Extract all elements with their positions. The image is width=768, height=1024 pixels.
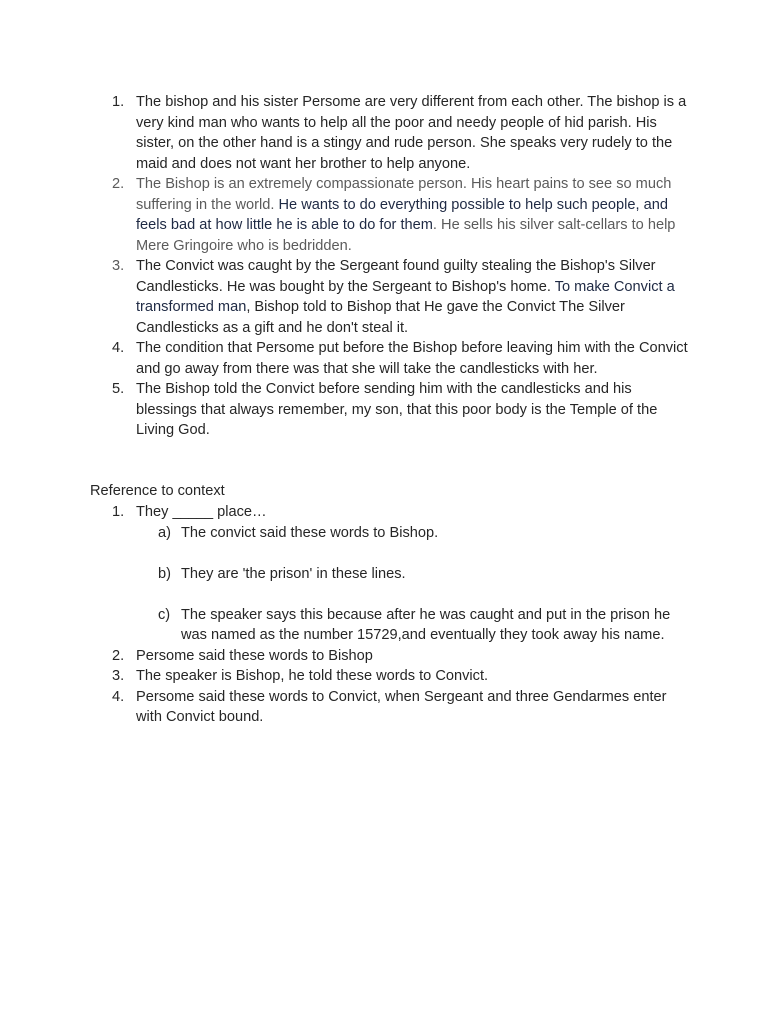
answer-item-4 xyxy=(90,338,690,379)
list-letter: a) xyxy=(158,524,171,541)
sub-item-b xyxy=(90,564,690,585)
answer-item-1 xyxy=(90,92,690,174)
answer-text: The Bishop told the Convict before sending him with the candlesticks and his blessings that always remember, my son, that this poor body is the Temple of the Living God. xyxy=(136,381,658,438)
blank-line xyxy=(90,584,690,605)
list-number: 5. xyxy=(112,381,125,397)
answer-text-highlight: To make Convict a transformed man xyxy=(136,278,675,315)
list-number: 3. xyxy=(112,668,125,684)
sub-item-text: They are 'the prison' in these lines. xyxy=(181,565,406,582)
section-heading: Reference to context xyxy=(90,483,225,499)
list-letter: c) xyxy=(158,606,171,623)
sub-item-a xyxy=(90,523,690,544)
list-number: 3. xyxy=(112,258,125,274)
answer-text: The Bishop is an extremely compassionate person. His heart pains to see so much suffering in the world. xyxy=(136,176,672,213)
list-number: 1. xyxy=(112,504,125,520)
answers-list xyxy=(90,92,690,441)
sub-item-text: The convict said these words to Bishop. xyxy=(181,524,439,541)
answer-text: The condition that Persome put before the Bishop before leaving him with the Convict and go away from there was that she will take the candlesticks with her. xyxy=(136,340,688,377)
answer-text: , Bishop told to Bishop that He gave the Convict The Silver Candlesticks as a gift and he don't steal it. xyxy=(136,299,625,336)
reference-text: The speaker is Bishop, he told these words to Convict. xyxy=(136,668,489,684)
reference-item-4 xyxy=(90,687,690,728)
answer-text-highlight: He wants to do everything possible to help such people, and feels bad at how little he is able to do for them xyxy=(136,196,668,233)
list-number: 1. xyxy=(112,94,125,110)
sub-item-c xyxy=(90,605,690,646)
list-number: 4. xyxy=(112,688,125,705)
answer-item-2 xyxy=(90,174,690,256)
list-letter: b) xyxy=(158,565,171,582)
list-number: 2. xyxy=(112,176,125,192)
answer-text: The bishop and his sister Persome are very different from each other. The bishop is a very kind man who wants to help all the poor and needy people of hid parish. His sister, on the other hand is a stingy and rude person. She speaks very rudely to the maid and does not want her brother to help anyone. xyxy=(136,94,687,172)
answer-text: The Convict was caught by the Sergeant found guilty stealing the Bishop's Silver Candlesticks. He was bought by the Sergeant to Bishop's home. xyxy=(136,258,656,295)
reference-text: Persome said these words to Convict, when Sergeant and three Gendarmes enter with Convict bound. xyxy=(136,688,667,725)
answer-text: . He sells his silver salt-cellars to help Mere Gringoire who is bedridden. xyxy=(136,217,676,254)
reference-item-2 xyxy=(90,646,690,667)
reference-text: They _____ place… xyxy=(136,504,267,520)
answer-item-3 xyxy=(90,256,690,338)
blank-line xyxy=(90,543,690,564)
list-number: 2. xyxy=(112,647,125,664)
sub-item-text: The speaker says this because after he was caught and put in the prison he was named as the number 15729,and eventually they took away his name. xyxy=(181,606,671,643)
reference-item-1 xyxy=(90,502,690,523)
reference-text: Persome said these words to Bishop xyxy=(136,647,373,664)
reference-list xyxy=(90,502,690,728)
list-number: 4. xyxy=(112,340,125,356)
answer-item-5 xyxy=(90,379,690,441)
reference-item-3 xyxy=(90,666,690,687)
